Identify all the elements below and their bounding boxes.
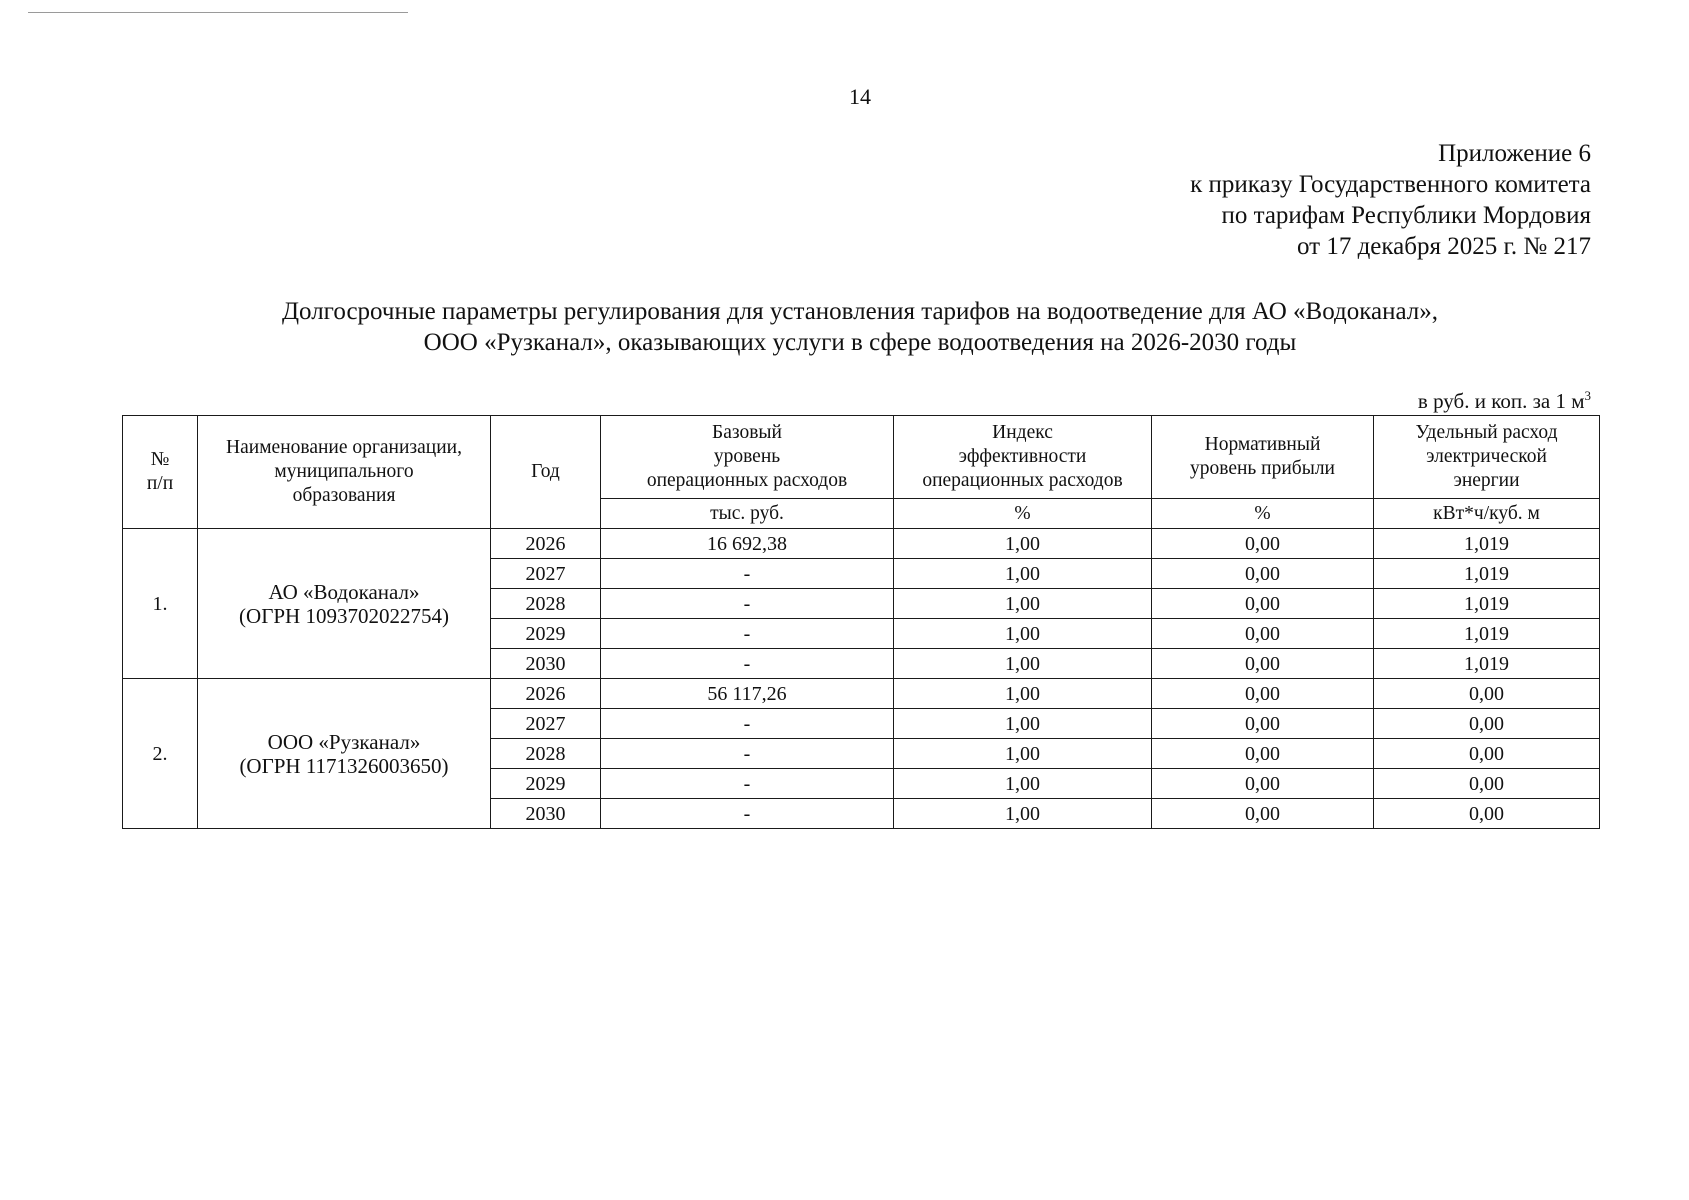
cell-profit-level: 0,00 xyxy=(1152,649,1374,679)
units-note xyxy=(1418,388,1591,414)
header-efficiency-index: Индекс эффективности операционных расходов xyxy=(894,416,1152,499)
header-year: Год xyxy=(491,416,601,529)
cell-efficiency-index: 1,00 xyxy=(894,529,1152,559)
cell-profit-level: 0,00 xyxy=(1152,559,1374,589)
cell-year: 2026 xyxy=(491,679,601,709)
header-org-name: Наименование организации, муниципального образования xyxy=(198,416,491,529)
cell-profit-level: 0,00 xyxy=(1152,619,1374,649)
cell-base-opex: - xyxy=(601,709,894,739)
scan-top-rule xyxy=(28,12,408,13)
document-title xyxy=(0,296,1689,358)
cell-year: 2027 xyxy=(491,559,601,589)
cell-energy-consumption: 1,019 xyxy=(1374,589,1600,619)
cell-profit-level: 0,00 xyxy=(1152,739,1374,769)
org-num: 1. xyxy=(123,529,198,679)
appendix-line-4: от 17 декабря 2025 г. № 217 xyxy=(1296,233,1591,260)
cell-base-opex: - xyxy=(601,739,894,769)
cell-base-opex: - xyxy=(601,619,894,649)
org-num: 2. xyxy=(123,679,198,829)
table-row xyxy=(123,529,1600,559)
cell-base-opex: - xyxy=(601,799,894,829)
appendix-line-1: Приложение 6 xyxy=(1438,140,1591,167)
cell-profit-level: 0,00 xyxy=(1152,799,1374,829)
header-profit-level: Нормативный уровень прибыли xyxy=(1152,416,1374,499)
cell-profit-level: 0,00 xyxy=(1152,529,1374,559)
cell-profit-level: 0,00 xyxy=(1152,589,1374,619)
cell-base-opex: 56 117,26 xyxy=(601,679,894,709)
document-title-line-1: Долгосрочные параметры регулирования для установления тарифов на водоотведение для АО «Водоканал», xyxy=(281,298,1439,325)
cell-efficiency-index: 1,00 xyxy=(894,559,1152,589)
appendix-line-3: по тарифам Республики Мордовия xyxy=(1221,202,1591,229)
cell-energy-consumption: 0,00 xyxy=(1374,709,1600,739)
cell-energy-consumption: 0,00 xyxy=(1374,799,1600,829)
cell-efficiency-index: 1,00 xyxy=(894,799,1152,829)
appendix-line-2: к приказу Государственного комитета xyxy=(1190,171,1591,198)
cell-year: 2030 xyxy=(491,649,601,679)
cell-energy-consumption: 1,019 xyxy=(1374,619,1600,649)
cell-energy-consumption: 0,00 xyxy=(1374,769,1600,799)
cell-energy-consumption: 1,019 xyxy=(1374,649,1600,679)
cell-profit-level: 0,00 xyxy=(1152,679,1374,709)
cell-base-opex: - xyxy=(601,769,894,799)
cell-energy-consumption: 1,019 xyxy=(1374,559,1600,589)
cell-base-opex: 16 692,38 xyxy=(601,529,894,559)
cell-energy-consumption: 1,019 xyxy=(1374,529,1600,559)
cell-base-opex: - xyxy=(601,649,894,679)
cell-energy-consumption: 0,00 xyxy=(1374,739,1600,769)
header-base-opex: Базовый уровень операционных расходов xyxy=(601,416,894,499)
unit-profit-level: % xyxy=(1152,499,1374,529)
cell-profit-level: 0,00 xyxy=(1152,769,1374,799)
cell-year: 2028 xyxy=(491,739,601,769)
cell-efficiency-index: 1,00 xyxy=(894,679,1152,709)
units-note-text: в руб. и коп. за 1 м xyxy=(1417,389,1585,413)
cell-efficiency-index: 1,00 xyxy=(894,709,1152,739)
appendix-block xyxy=(1190,138,1591,262)
document-title-line-2: ООО «Рузканал», оказывающих услуги в сфере водоотведения на 2026-2030 годы xyxy=(423,329,1297,356)
cell-profit-level: 0,00 xyxy=(1152,709,1374,739)
cell-efficiency-index: 1,00 xyxy=(894,619,1152,649)
cell-efficiency-index: 1,00 xyxy=(894,739,1152,769)
cell-efficiency-index: 1,00 xyxy=(894,589,1152,619)
parameters-table xyxy=(122,415,1600,829)
cell-year: 2029 xyxy=(491,769,601,799)
cell-base-opex: - xyxy=(601,559,894,589)
cell-energy-consumption: 0,00 xyxy=(1374,679,1600,709)
table-row xyxy=(123,679,1600,709)
table-header-row xyxy=(123,416,1600,499)
org-name: ООО «Рузканал» (ОГРН 1171326003650) xyxy=(198,679,491,829)
cell-year: 2026 xyxy=(491,529,601,559)
header-num: № п/п xyxy=(123,416,198,529)
cell-year: 2029 xyxy=(491,619,601,649)
cell-year: 2028 xyxy=(491,589,601,619)
cell-year: 2030 xyxy=(491,799,601,829)
header-energy-consumption: Удельный расход электрической энергии xyxy=(1374,416,1600,499)
org-name: АО «Водоканал» (ОГРН 1093702022754) xyxy=(198,529,491,679)
units-note-superscript: 3 xyxy=(1584,388,1591,403)
page-number: 14 xyxy=(849,84,871,109)
cell-base-opex: - xyxy=(601,589,894,619)
unit-energy-consumption: кВт*ч/куб. м xyxy=(1374,499,1600,529)
unit-base-opex: тыс. руб. xyxy=(601,499,894,529)
cell-efficiency-index: 1,00 xyxy=(894,769,1152,799)
cell-efficiency-index: 1,00 xyxy=(894,649,1152,679)
cell-year: 2027 xyxy=(491,709,601,739)
unit-efficiency-index: % xyxy=(894,499,1152,529)
